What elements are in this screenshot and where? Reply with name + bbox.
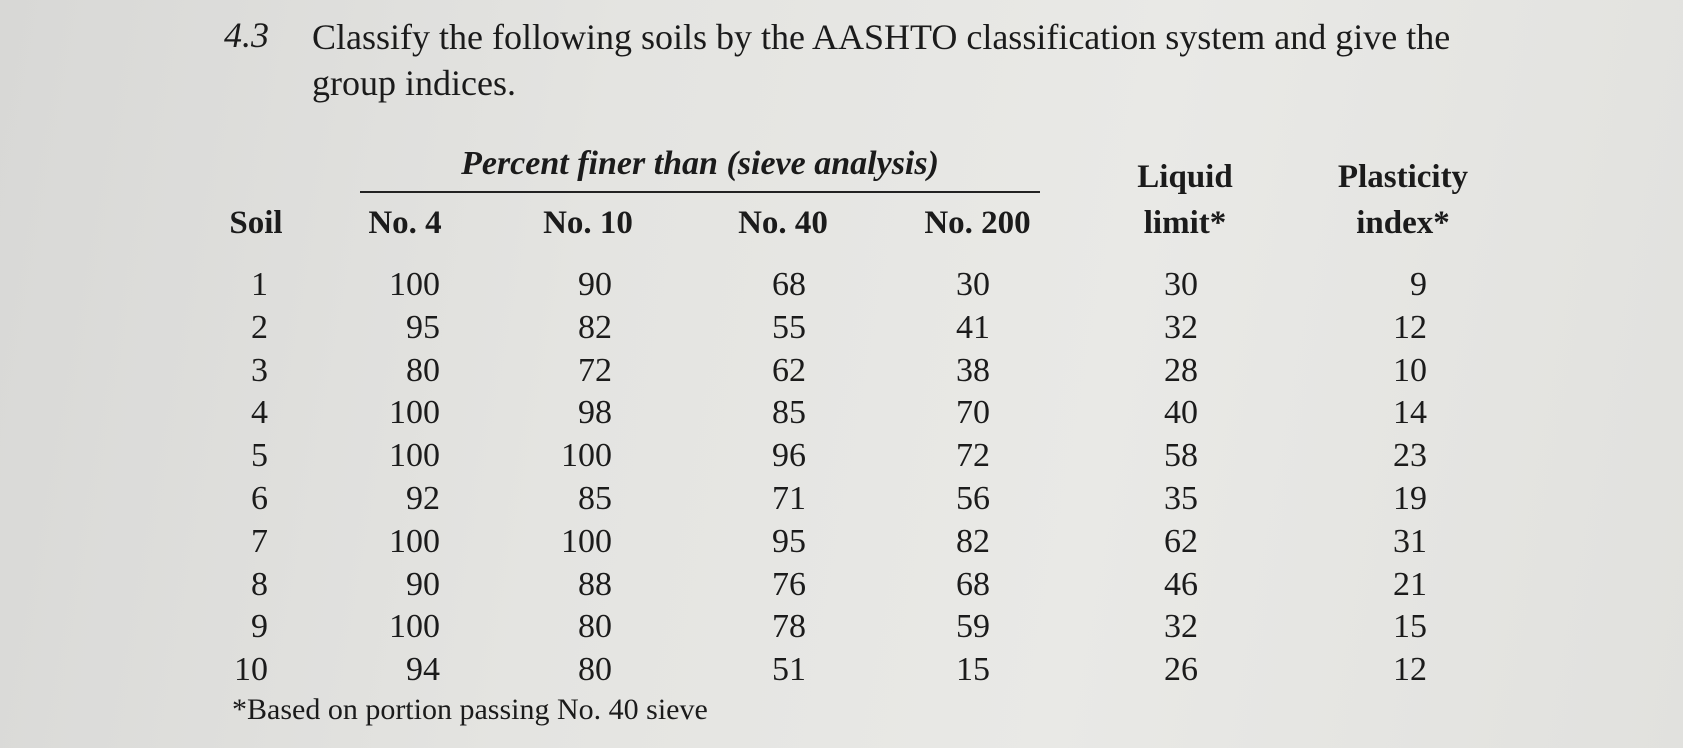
cell-no40: 51: [772, 651, 806, 689]
cell-soil: 7: [251, 522, 268, 560]
cell-pi: 15: [1393, 608, 1427, 646]
cell-ll: 40: [1164, 394, 1198, 432]
cell-ll: 58: [1164, 437, 1198, 475]
problem-statement: Classify the following soils by the AASHTO classification system and give the group indices.: [312, 17, 1451, 103]
cell-pi: 12: [1393, 651, 1427, 689]
cell-no10: 100: [561, 522, 612, 560]
cell-soil: 2: [251, 308, 268, 346]
cell-no40: 76: [772, 565, 806, 603]
cell-no10: 90: [578, 266, 612, 303]
col-header-no40: No. 40: [738, 205, 828, 241]
plasticity-index-line1: Plasticity: [1337, 159, 1469, 195]
cell-pi: 23: [1393, 437, 1427, 475]
cell-soil: 1: [251, 266, 268, 303]
cell-pi: 19: [1393, 480, 1427, 517]
cell-pi: 10: [1393, 351, 1427, 389]
cell-pi: 21: [1393, 565, 1427, 603]
cell-soil: 8: [251, 565, 268, 603]
cell-no10: 82: [578, 308, 612, 346]
col-header-no200: No. 200: [924, 205, 1031, 241]
cell-soil: 9: [251, 608, 268, 646]
cell-no200: 59: [956, 608, 990, 646]
cell-no10: 88: [578, 565, 612, 603]
cell-no10: 98: [578, 394, 612, 432]
cell-no4: 100: [389, 266, 440, 303]
cell-no40: 62: [772, 351, 806, 389]
cell-soil: 3: [251, 351, 268, 389]
cell-ll: 28: [1164, 351, 1198, 389]
cell-no40: 85: [772, 394, 806, 432]
cell-no4: 94: [406, 651, 440, 689]
cell-no4: 100: [389, 608, 440, 646]
cell-no4: 100: [389, 394, 440, 432]
cell-no4: 95: [406, 308, 440, 346]
cell-no200: 15: [956, 651, 990, 689]
cell-no40: 95: [772, 522, 806, 560]
cell-no40: 71: [772, 480, 806, 517]
col-header-soil: Soil: [229, 205, 283, 241]
cell-no200: 70: [956, 394, 990, 432]
cell-no40: 96: [772, 437, 806, 475]
cell-no4: 90: [406, 565, 440, 603]
liquid-limit-line2: limit*: [1143, 205, 1227, 241]
cell-no10: 72: [578, 351, 612, 389]
plasticity-index-line2: index*: [1356, 205, 1450, 241]
cell-no200: 56: [956, 480, 990, 517]
cell-pi: 9: [1410, 266, 1427, 303]
cell-no40: 68: [772, 266, 806, 303]
cell-soil: 5: [251, 437, 268, 475]
cell-no200: 72: [956, 437, 990, 475]
cell-ll: 62: [1164, 522, 1198, 560]
cell-ll: 35: [1164, 480, 1198, 517]
problem-number: 4.3: [224, 15, 269, 55]
group-header-rule: [360, 191, 1040, 193]
col-header-no4: No. 4: [368, 205, 442, 241]
cell-no4: 100: [389, 522, 440, 560]
cell-no200: 41: [956, 308, 990, 346]
cell-no4: 92: [406, 480, 440, 517]
sieve-analysis-group-header: Percent finer than (sieve analysis): [461, 145, 939, 182]
cell-pi: 14: [1393, 394, 1427, 432]
table-footnote: *Based on portion passing No. 40 sieve: [232, 693, 708, 726]
cell-no4: 100: [389, 437, 440, 475]
cell-pi: 31: [1393, 522, 1427, 560]
cell-no10: 100: [561, 437, 612, 475]
col-header-plasticity-index: [1318, 154, 1488, 246]
cell-no4: 80: [406, 351, 440, 389]
cell-no10: 80: [578, 608, 612, 646]
cell-ll: 46: [1164, 565, 1198, 603]
cell-no200: 68: [956, 565, 990, 603]
cell-no10: 85: [578, 480, 612, 517]
col-header-liquid-limit: [1120, 154, 1250, 246]
cell-no40: 78: [772, 608, 806, 646]
cell-soil: 4: [251, 394, 268, 432]
cell-soil: 6: [251, 480, 268, 517]
cell-ll: 32: [1164, 308, 1198, 346]
cell-no40: 55: [772, 308, 806, 346]
cell-ll: 30: [1164, 266, 1198, 303]
cell-no200: 82: [956, 522, 990, 560]
cell-no200: 30: [956, 266, 990, 303]
col-header-no10: No. 10: [543, 205, 633, 241]
cell-ll: 26: [1164, 651, 1198, 689]
cell-soil: 10: [234, 651, 268, 689]
cell-ll: 32: [1164, 608, 1198, 646]
liquid-limit-line1: Liquid: [1137, 159, 1233, 195]
cell-pi: 12: [1393, 308, 1427, 346]
cell-no200: 38: [956, 351, 990, 389]
cell-no10: 80: [578, 651, 612, 689]
